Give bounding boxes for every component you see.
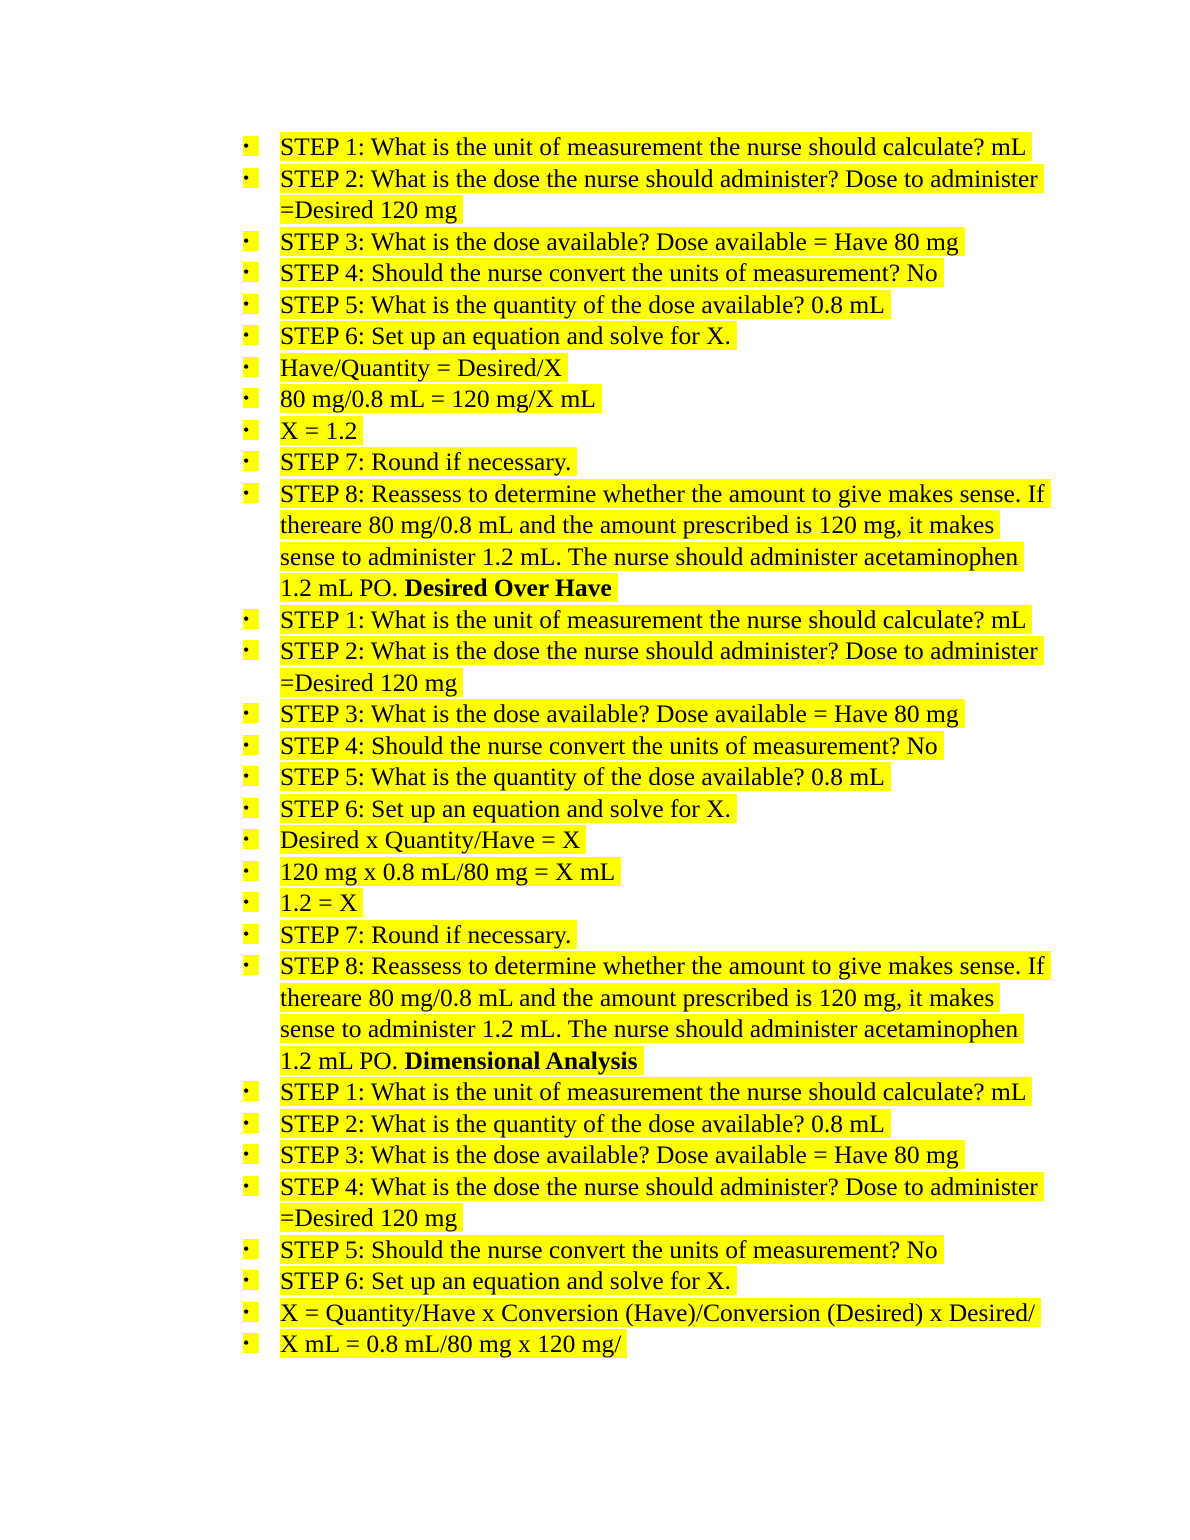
list-item-text [280, 1266, 737, 1295]
list-item-label: Have/Quantity = Desired/X [280, 352, 563, 382]
list-item-label: STEP 3: What is the dose available? Dose available = Have 80 mg [280, 226, 959, 256]
list-item-text [280, 1298, 1041, 1327]
list-item [245, 163, 1045, 226]
bullet-icon: • [243, 856, 277, 888]
list-item-text [280, 1329, 627, 1358]
bullet-icon: • [243, 793, 277, 825]
list-item [245, 604, 1045, 636]
step-list [245, 131, 1045, 1360]
bullet-icon: • [243, 415, 277, 447]
list-item-text [280, 132, 1032, 161]
list-item-label: STEP 5: What is the quantity of the dose available? 0.8 mL [280, 289, 885, 319]
list-item-label: X = Quantity/Have x Conversion (Have)/Conversion (Desired) x Desired/ [280, 1297, 1036, 1327]
bullet-icon: • [243, 1265, 277, 1297]
bullet-icon: • [243, 1171, 277, 1203]
bullet-icon: • [243, 446, 277, 478]
list-item [245, 226, 1045, 258]
list-item [245, 478, 1045, 604]
list-item-text [280, 353, 568, 382]
section-heading: Dimensional Analysis [404, 1045, 638, 1075]
list-item [245, 1297, 1045, 1329]
list-item [245, 1076, 1045, 1108]
list-item-text [280, 290, 891, 319]
list-item-text [280, 920, 577, 949]
list-item [245, 257, 1045, 289]
bullet-icon: • [243, 478, 277, 510]
list-item-text [280, 1235, 944, 1264]
bullet-icon: • [243, 824, 277, 856]
list-item-label: STEP 7: Round if necessary. [280, 919, 572, 949]
bullet-icon: • [243, 635, 277, 667]
bullet-icon: • [243, 1108, 277, 1140]
list-item-text [280, 825, 586, 854]
list-item-text [280, 951, 1051, 1075]
list-item-label: STEP 2: What is the dose the nurse should administer? Dose to administer =Desired 120 mg [280, 163, 1038, 224]
list-item-label: 80 mg/0.8 mL = 120 mg/X mL [280, 384, 596, 413]
bullet-icon: • [243, 1076, 277, 1108]
list-item [245, 131, 1045, 163]
list-item-text [280, 164, 1044, 225]
list-item-label: STEP 3: What is the dose available? Dose available = Have 80 mg [280, 1140, 959, 1169]
list-item [245, 320, 1045, 352]
bullet-icon: • [243, 383, 277, 415]
bullet-icon: • [243, 320, 277, 352]
list-item-label: 1.2 = X [280, 888, 358, 917]
list-item-label: STEP 6: Set up an equation and solve for X. [280, 793, 731, 823]
list-item [245, 1328, 1045, 1360]
list-item-label: STEP 2: What is the quantity of the dose available? 0.8 mL [280, 1108, 885, 1138]
list-item-label: STEP 6: Set up an equation and solve for X. [280, 321, 731, 350]
list-item [245, 856, 1045, 888]
list-item [245, 1139, 1045, 1171]
list-item-label: STEP 1: What is the unit of measurement the nurse should calculate? mL [280, 1077, 1027, 1106]
list-item-label: STEP 5: What is the quantity of the dose available? 0.8 mL [280, 762, 885, 791]
bullet-icon: • [243, 950, 277, 982]
list-item-text [280, 857, 621, 886]
list-item-label: X mL = 0.8 mL/80 mg x 120 mg/ [280, 1329, 622, 1358]
list-item [245, 383, 1045, 415]
bullet-icon: • [243, 257, 277, 289]
list-item-label: Desired x Quantity/Have = X [280, 825, 581, 854]
list-item [245, 730, 1045, 762]
list-item-text [280, 1172, 1044, 1233]
bullet-icon: • [243, 163, 277, 195]
list-item-label: STEP 8: Reassess to determine whether the amount to give makes sense. If thereare 80 mg/0.8 mL and the amount prescribed is 120 mg, it makes sense to administer 1.2 mL. The nurse should administer acetaminophen 1.2 mL PO. [280, 478, 1045, 602]
bullet-icon: • [243, 730, 277, 762]
list-item-label: STEP 5: Should the nurse convert the units of measurement? No [280, 1234, 938, 1264]
section-heading: Desired Over Have [404, 573, 612, 602]
list-item [245, 919, 1045, 951]
list-item-label: STEP 1: What is the unit of measurement the nurse should calculate? mL [280, 132, 1027, 161]
list-item [245, 635, 1045, 698]
list-item [245, 415, 1045, 447]
list-item-label: STEP 1: What is the unit of measurement the nurse should calculate? mL [280, 604, 1027, 634]
list-item [245, 950, 1045, 1076]
list-item [245, 1234, 1045, 1266]
list-item-label: STEP 2: What is the dose the nurse should administer? Dose to administer =Desired 120 mg [280, 636, 1038, 697]
list-item [245, 1265, 1045, 1297]
list-item-label: STEP 4: What is the dose the nurse should administer? Dose to administer =Desired 120 mg [280, 1171, 1038, 1232]
list-item-text [280, 1109, 891, 1138]
bullet-icon: • [243, 604, 277, 636]
list-item [245, 824, 1045, 856]
list-item-label: STEP 4: Should the nurse convert the units of measurement? No [280, 730, 938, 760]
list-item-text [280, 731, 944, 760]
list-item-label: STEP 4: Should the nurse convert the units of measurement? No [280, 258, 938, 287]
list-item [245, 352, 1045, 384]
list-item-label: STEP 8: Reassess to determine whether the amount to give makes sense. If thereare 80 mg/0.8 mL and the amount prescribed is 120 mg, it makes sense to administer 1.2 mL. The nurse should administer acetaminophen 1.2 mL PO. [280, 951, 1045, 1075]
list-item [245, 761, 1045, 793]
list-item-text [280, 605, 1032, 634]
list-item [245, 1171, 1045, 1234]
list-item-label: STEP 3: What is the dose available? Dose available = Have 80 mg [280, 699, 959, 728]
bullet-icon: • [243, 352, 277, 384]
list-item [245, 289, 1045, 321]
list-item-text [280, 888, 363, 917]
list-item-text [280, 794, 737, 823]
list-item-text [280, 479, 1051, 603]
bullet-icon: • [243, 761, 277, 793]
bullet-icon: • [243, 226, 277, 258]
list-item [245, 446, 1045, 478]
list-item-text [280, 762, 891, 791]
list-item-text [280, 636, 1044, 697]
bullet-icon: • [243, 1328, 277, 1360]
bullet-icon: • [243, 131, 277, 163]
list-item [245, 1108, 1045, 1140]
bullet-icon: • [243, 289, 277, 321]
list-item-text [280, 258, 944, 287]
list-item-text [280, 384, 602, 413]
bullet-icon: • [243, 1139, 277, 1171]
list-item-text [280, 416, 363, 445]
list-item-label: X = 1.2 [280, 415, 358, 445]
list-item-text [280, 321, 737, 350]
bullet-icon: • [243, 1297, 277, 1329]
bullet-icon: • [243, 887, 277, 919]
list-item [245, 887, 1045, 919]
list-item-label: STEP 7: Round if necessary. [280, 447, 572, 476]
bullet-icon: • [243, 1234, 277, 1266]
list-item-label: STEP 6: Set up an equation and solve for X. [280, 1266, 731, 1295]
list-item-text [280, 227, 965, 256]
list-item-label: 120 mg x 0.8 mL/80 mg = X mL [280, 856, 616, 886]
list-item-text [280, 1140, 965, 1169]
list-item-text [280, 1077, 1032, 1106]
bullet-icon: • [243, 698, 277, 730]
list-item [245, 698, 1045, 730]
list-item-text [280, 447, 577, 476]
list-item-text [280, 699, 965, 728]
list-item [245, 793, 1045, 825]
bullet-icon: • [243, 919, 277, 951]
